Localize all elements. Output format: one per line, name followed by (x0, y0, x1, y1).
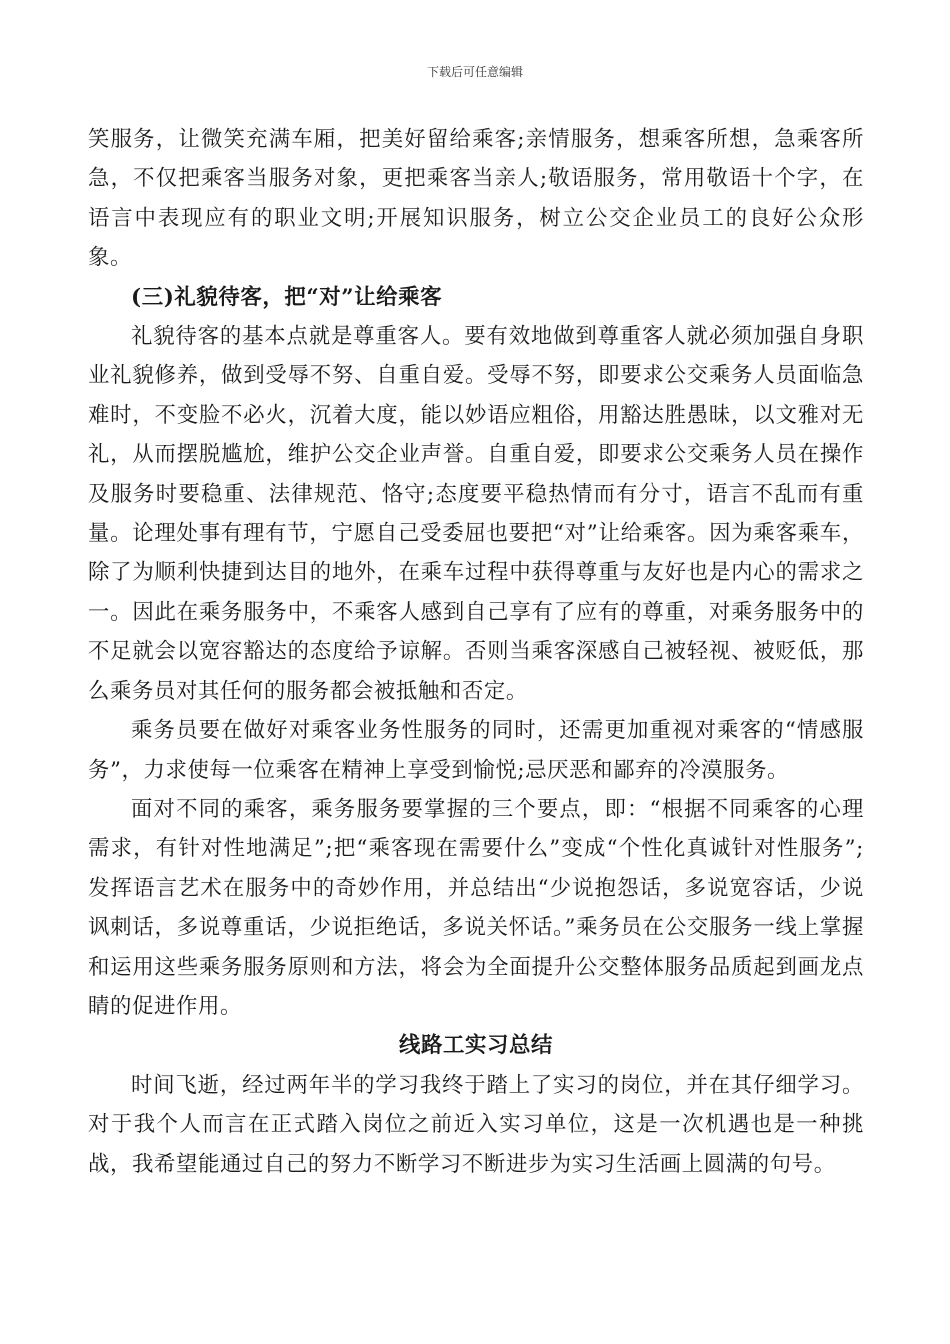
section-heading-internship: 线路工实习总结 (399, 1033, 553, 1059)
paragraph-courtesy: 礼貌待客的基本点就是尊重客人。要有效地做到尊重客人就必须加强自身职业礼貌修养，做到受辱不努、自重自爱。受辱不努，即要求公交乘务人员面临急难时，不变脸不必火，沉着大度，能以妙语应粗俗，用豁达胜愚昧，以文雅对无礼，从而摆脱尴尬，维护公交企业声誉。自重自爱，即要求公交乘务人员在操作及服务时要稳重、法律规范、恪守;态度要平稳热情而有分寸，语言不乱而有重量。论理处事有理有节，宁愿自己受委屈也要把“对”让给乘客。因为乘客乘车，除了为顺利快捷到达目的地外，在乘车过程中获得尊重与友好也是内心的需求之一。因此在乘务服务中，不乘客人感到自己享有了应有的尊重，对乘务服务中的不足就会以宽容豁达的态度给予谅解。否则当乘客深感自己被轻视、被贬低，那么乘务员对其任何的服务都会被抵触和否定。 (88, 324, 864, 704)
section-heading-courtesy: (三)礼貌待客，把“对”让给乘客 (131, 284, 443, 310)
header-note: 下载后可任意编辑 (426, 65, 523, 79)
paragraph-emotional-service: 乘务员要在做好对乘客业务性服务的同时，还需更加重视对乘客的“情感服务”，力求使每一位乘客在精神上享受到愉悦;忌厌恶和鄙弃的冷漠服务。 (88, 718, 864, 783)
paragraph-three-points: 面对不同的乘客，乘务服务要掌握的三个要点，即：“根据不同乘客的心理需求，有针对性地满足”;把“乘客现在需要什么”变成“个性化真诚针对性服务”;发挥语言艺术在服务中的奇妙作用，并总结出“少说抱怨话，多说宽容话，少说讽刺话，多说尊重话，少说拒绝话，多说关怀话。”乘务员在公交服务一线上掌握和运用这些乘务服务原则和方法，将会为全面提升公交整体服务品质起到画龙点睛的促进作用。 (88, 796, 864, 1019)
paragraph-internship: 时间飞逝，经过两年半的学习我终于踏上了实习的岗位，并在其仔细学习。对于我个人而言在正式踏入岗位之前近入实习单位，这是一次机遇也是一种挑战，我希望能通过自己的努力不断学习不断进步为实习生活画上圆满的句号。 (88, 1072, 864, 1177)
paragraph-intro-continued: 笑服务，让微笑充满车厢，把美好留给乘客;亲情服务，想乘客所想，急乘客所急，不仅把乘客当服务对象，更把乘客当亲人;敬语服务，常用敬语十个字，在语言中表现应有的职业文明;开展知识服务，树立公交企业员工的良好公众形象。 (88, 127, 864, 271)
document-body (88, 120, 864, 1184)
